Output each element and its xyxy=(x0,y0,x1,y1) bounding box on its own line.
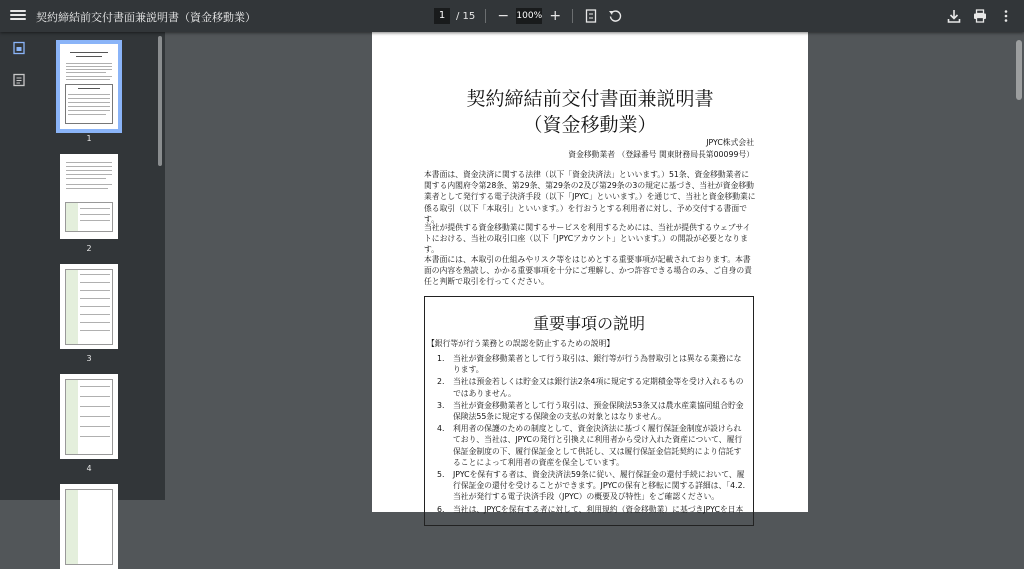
important-matters-box xyxy=(424,296,754,526)
important-matters-list xyxy=(437,353,749,516)
list-item: 3. 当社が資金移動業者として行う取引は、預金保険法53条又は農水産業協同組合貯金保険法55条に規定する保険金の支払の対象とはなりません。 xyxy=(437,400,744,422)
thumbnail-label: 1 xyxy=(86,134,92,143)
print-icon[interactable] xyxy=(972,8,988,24)
page-number-input[interactable]: 1 xyxy=(434,8,450,24)
zoom-level-input[interactable]: 100% xyxy=(516,8,542,24)
page-thumbnail-3[interactable] xyxy=(60,264,118,349)
thumbnails-icon[interactable] xyxy=(12,40,26,54)
doc-title-line2: （資金移動業） xyxy=(523,114,657,136)
thumbnail-label: 3 xyxy=(86,354,92,363)
pdf-toolbar xyxy=(0,0,1024,32)
page-thumbnail-2[interactable] xyxy=(60,154,118,239)
more-icon[interactable] xyxy=(998,8,1014,24)
viewer-scrollbar-thumb[interactable] xyxy=(1016,40,1022,100)
page-thumbnail-1[interactable] xyxy=(60,44,118,129)
list-item: 6. 当社は、JPYCを保有する者に対して、利用規約（資金移動業）に基づきJPYCを日本 xyxy=(437,504,744,514)
thumbnail-label: 2 xyxy=(86,244,92,253)
toolbar-actions xyxy=(946,8,1014,24)
account-paragraph: 当社が提供する資金移動業に関するサービスを利用するためには、当社が提供するウェブサイトにおける、当社の取引口座（以下「JPYCアカウント」といいます。）の開設が必要となります。 xyxy=(424,223,751,255)
page-thumbnail-5[interactable] xyxy=(60,484,118,569)
pdf-page-1 xyxy=(372,32,808,512)
document-viewer[interactable] xyxy=(165,32,1024,514)
download-icon[interactable] xyxy=(946,8,962,24)
list-item: 2. 当社は預金若しくは貯金又は銀行法2条4項に規定する定期積金等を受け入れるものではありません。 xyxy=(437,377,744,398)
intro-paragraph: 本書面は、資金決済に関する法律（以下「資金決済法」といいます。）51条、資金移動業者に関する内閣府令第28条、第29条、第29条の2及び第29条の3の規定に基づき、当社が資金移動業者として発行する電子決済手段（以下「JPYC」といいます。）を通じて、当社と資金移動業に係る取引（以下「本取引」といいます。）を行おうとする利用者に対し、予め交付する書面です。 xyxy=(424,170,756,224)
sidebar-rail xyxy=(0,32,40,500)
company-name: JPYC株式会社 xyxy=(706,138,754,147)
toolbar-divider xyxy=(485,9,486,23)
sidebar-scrollbar-thumb[interactable] xyxy=(158,36,162,166)
page-thumbnail-4[interactable] xyxy=(60,374,118,459)
doc-title-line1: 契約締結前交付書面兼説明書 xyxy=(466,88,714,110)
registration-number: 資金移動業者 （登録番号 関東財務局長第00099号） xyxy=(568,150,754,159)
thumbnail-sidebar[interactable] xyxy=(40,32,165,500)
page-total: / 15 xyxy=(456,10,476,22)
list-item: 1. 当社が資金移動業者として行う取引は、銀行等が行う為替取引とは異なる業務になります。 xyxy=(437,354,742,375)
notice-paragraph: 本書面には、本取引の仕組みやリスク等をはじめとする重要事項が記載されております。本書面の内容を熟読し、かかる重要事項を十分にご理解し、かつ許容できる場合のみ、ご自身の責任と判断で取引を行ってください。 xyxy=(424,255,752,287)
thumbnail-label: 4 xyxy=(86,464,92,473)
list-item: 5. JPYCを保有する者は、資金決済法59条に従い、履行保証金の還付手続において、履行保証金の還付を受けることができます。JPYCの保有と移転に関する詳細は、「4.2. 当社が発行する電子決済手段（JPYC）の概要及び特性」をご確認ください。 xyxy=(437,470,746,502)
important-matters-subtitle: 【銀行等が行う業務との誤認を防止するための説明】 xyxy=(427,339,615,348)
viewer-scrollbar[interactable] xyxy=(1014,32,1024,500)
menu-icon[interactable] xyxy=(10,8,26,24)
list-item: 4. 利用者の保護のための制度として、資金決済法に基づく履行保証金制度が設けられており、当社は、JPYCの発行と引換えに利用者から受け入れた資産について、履行保証金制度の下、履行保証金として供託し、又は履行保証金信託契約により信託することによって利用者の資産を保全しています。 xyxy=(437,424,743,467)
important-matters-title: 重要事項の説明 xyxy=(532,314,645,333)
zoom-out-button[interactable]: − xyxy=(497,8,510,24)
rotate-icon[interactable] xyxy=(607,8,623,24)
document-title: 契約締結前交付書面兼説明書（資金移動業） xyxy=(36,11,256,24)
outline-icon[interactable] xyxy=(12,72,26,86)
zoom-in-button[interactable]: + xyxy=(549,8,562,24)
page-zoom-controls xyxy=(434,6,623,26)
toolbar-divider xyxy=(572,9,573,23)
fit-page-icon[interactable] xyxy=(583,8,599,24)
